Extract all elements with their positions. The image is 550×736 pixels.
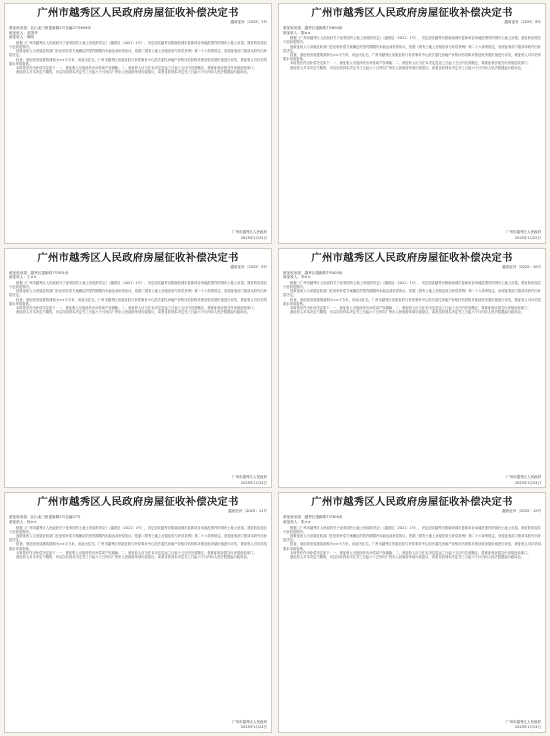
notice-body xyxy=(9,526,267,719)
body-paragraph: 被征收人对本决定不服的，可以自收到本决定书之日起六十日内向广州市人民政府申请行政复议，或者自收到本决定书之日起六个月内向人民法院提起行政诉讼。 xyxy=(290,554,525,559)
body-paragraph: 根据《广州市越秀区人民政府关于征收国有土地上房屋的决定》（越府征〔2021〕1号），决定征收越秀北路南段城市更新项目用地范围内的国有土地上房屋。被征收房屋位于征收范围内。 xyxy=(9,40,267,49)
body-paragraph: 经查，被征收房屋建筑面积为××平方米，用途为住宅。广州市越秀区房屋征收与补偿事务中心依法委托房地产价格评估机构对被征收房屋价值进行评估，被征收人对评估结果未申请复核。 xyxy=(9,542,267,551)
body-paragraph: 本府依法作出补偿决定如下：一、被征收人可选择货币补偿或产权调换；二、被征收人应当在本决定送达之日起十五日内完成搬迁，将被征收房屋交付房屋征收部门。 xyxy=(290,550,531,555)
document-number: 越府征补〔2025〕11号 xyxy=(228,509,267,514)
body-paragraph: 被征收人对本决定不服的，可以自收到本决定书之日起六十日内向广州市人民政府申请行政复议，或者自收到本决定书之日起六个月内向人民法院提起行政诉讼。 xyxy=(16,70,251,75)
notice-header-line: 被征收房屋：北山北门里建新路2号自编27号809房 xyxy=(9,26,91,30)
notice-header-line: 被征收房屋：越秀区建新路7号305房 xyxy=(283,515,343,520)
body-paragraph: 根据《广州市越秀区人民政府关于征收国有土地上房屋的决定》（越府征〔2021〕1号），决定征收越秀北路南段城市更新项目用地范围内的国有土地上房屋。被征收房屋位于征收范围内。 xyxy=(9,525,267,534)
body-paragraph: 本府依法作出补偿决定如下：一、被征收人可选择货币补偿或产权调换；二、被征收人应当在本决定送达之日起十五日内完成搬迁，将被征收房屋交付房屋征收部门。 xyxy=(16,66,257,70)
compensation-notice xyxy=(278,3,546,244)
body-paragraph: 本府依法作出补偿决定如下：一、被征收人可选择货币补偿或产权调换；二、被征收人应当在本决定送达之日起十五日内完成搬迁，将被征收房屋交付房屋征收部门。 xyxy=(16,306,257,311)
body-paragraph: 被征收人对本决定不服的，可以自收到本决定书之日起六十日内向广州市人民政府申请行政复议，或者自收到本决定书之日起六个月内向人民法院提起行政诉讼。 xyxy=(16,554,251,559)
notice-header-line: 被征收人：李×× xyxy=(283,275,311,280)
notice-title: 广州市越秀区人民政府房屋征收补偿决定书 xyxy=(311,251,513,264)
notice-header-line: 被征收人：宋国华 xyxy=(9,30,38,35)
body-paragraph: 本府依法作出补偿决定如下：一、被征收人可选择货币补偿或产权调换；二、被征收人应当在本决定送达之日起十五日内完成搬迁，将被征收房屋交付房屋征收部门。 xyxy=(16,550,257,555)
body-paragraph: 经查，被征收房屋建筑面积为××平方米，用途为住宅。广州市越秀区房屋征收与补偿事务中心依法委托房地产价格评估机构对被征收房屋价值进行评估，被征收人对评估结果未申请复核。 xyxy=(283,53,541,62)
body-paragraph: 因被征收人与房屋征收部门在征收补偿方案确定的签约期限内未能达成补偿协议，依据《国有土地上房屋征收与补偿条例》第二十六条的规定，房屋征收部门报请本府作出补偿决定。 xyxy=(9,49,267,58)
compensation-notice xyxy=(278,492,546,733)
compensation-notice xyxy=(4,248,272,489)
issue-date: 2025年1月22日 xyxy=(240,236,267,241)
signer: 广州市越秀区人民政府 xyxy=(506,475,541,480)
body-paragraph: 因被征收人与房屋征收部门在征收补偿方案确定的签约期限内未能达成补偿协议，依据《国有土地上房屋征收与补偿条例》第二十六条的规定，房屋征收部门报请本府作出补偿决定。 xyxy=(283,289,541,298)
compensation-notice xyxy=(278,248,546,489)
issue-date: 2025年1月24日 xyxy=(514,480,541,485)
body-paragraph: 本府依法作出补偿决定如下：一、被征收人可选择货币补偿或产权调换；二、被征收人应当在本决定送达之日起十五日内完成搬迁，将被征收房屋交付房屋征收部门。 xyxy=(290,306,531,311)
document-number: 越府征补〔2025〕9号 xyxy=(230,264,267,269)
document-number: 越府征补〔2025〕12号 xyxy=(502,509,541,514)
notice-body xyxy=(283,526,541,719)
notice-body xyxy=(283,281,541,474)
notice-title: 广州市越秀区人民政府房屋征收补偿决定书 xyxy=(37,7,239,19)
body-paragraph: 经查，被征收房屋建筑面积为××平方米，用途为住宅。广州市越秀区房屋征收与补偿事务中心依法委托房地产价格评估机构对被征收房屋价值进行评估，被征收人对评估结果未申请复核。 xyxy=(283,542,541,551)
body-paragraph: 因被征收人与房屋征收部门在征收补偿方案确定的签约期限内未能达成补偿协议，依据《国有土地上房屋征收与补偿条例》第二十六条的规定，房屋征收部门报请本府作出补偿决定。 xyxy=(9,533,267,543)
body-paragraph: 经查，被征收房屋建筑面积为××平方米，用途为住宅。广州市越秀区房屋征收与补偿事务中心依法委托房地产价格评估机构对被征收房屋价值进行评估，被征收人对评估结果未申请复核。 xyxy=(9,297,267,306)
signer: 广州市越秀区人民政府 xyxy=(232,475,267,480)
notice-header-line: 被征收房屋：越秀区建新路7号501房 xyxy=(9,270,69,275)
notice-body xyxy=(283,36,541,229)
notice-title: 广州市越秀区人民政府房屋征收补偿决定书 xyxy=(311,496,513,509)
signer: 广州市越秀区人民政府 xyxy=(506,230,541,235)
document-number: 越府征补〔2025〕8号 xyxy=(504,20,541,24)
notice-title: 广州市越秀区人民政府房屋征收补偿决定书 xyxy=(37,496,239,509)
notice-header-line: 被征收房屋：越秀区建新路7号403房 xyxy=(283,270,343,275)
body-paragraph: 经查，被征收房屋建筑面积为××平方米，用途为住宅。广州市越秀区房屋征收与补偿事务中心依法委托房地产价格评估机构对被征收房屋价值进行评估，被征收人对评估结果未申请复核。 xyxy=(283,297,541,306)
body-paragraph: 被征收人对本决定不服的，可以自收到本决定书之日起六十日内向广州市人民政府申请行政复议，或者自收到本决定书之日起六个月内向人民法院提起行政诉讼。 xyxy=(290,310,525,315)
signer: 广州市越秀区人民政府 xyxy=(232,230,267,235)
body-paragraph: 被征收人对本决定不服的，可以自收到本决定书之日起六十日内向广州市人民政府申请行政复议，或者自收到本决定书之日起六个月内向人民法院提起行政诉讼。 xyxy=(290,65,525,70)
notice-body xyxy=(9,281,267,474)
notice-header-line: 被征收人：陈明 xyxy=(9,35,35,40)
issue-date: 2025年1月24日 xyxy=(240,725,267,730)
notice-header-line: 被征收房屋：越秀区建新路7号604房 xyxy=(283,26,343,30)
notice-header-line: 被征收人：陈×× xyxy=(283,30,311,35)
body-paragraph: 根据《广州市越秀区人民政府关于征收国有土地上房屋的决定》（越府征〔2021〕1号），决定征收越秀北路南段城市更新项目用地范围内的国有土地上房屋。被征收房屋位于征收范围内。 xyxy=(283,525,541,534)
body-paragraph: 因被征收人与房屋征收部门在征收补偿方案确定的签约期限内未能达成补偿协议，依据《国有土地上房屋征收与补偿条例》第二十六条的规定，房屋征收部门报请本府作出补偿决定。 xyxy=(9,289,267,298)
compensation-notice xyxy=(4,3,272,244)
compensation-notice xyxy=(4,492,272,733)
signer: 广州市越秀区人民政府 xyxy=(232,719,267,724)
body-paragraph: 根据《广州市越秀区人民政府关于征收国有土地上房屋的决定》（越府征〔2021〕1号），决定征收越秀北路南段城市更新项目用地范围内的国有土地上房屋。被征收房屋位于征收范围内。 xyxy=(283,280,541,290)
document-number: 越府征补〔2025〕10号 xyxy=(502,264,541,269)
notice-header-line: 被征收人：杨×× xyxy=(9,519,37,524)
signer: 广州市越秀区人民政府 xyxy=(506,719,541,724)
body-paragraph: 根据《广州市越秀区人民政府关于征收国有土地上房屋的决定》（越府征〔2021〕1号），决定征收越秀北路南段城市更新项目用地范围内的国有土地上房屋。被征收房屋位于征收范围内。 xyxy=(9,280,267,290)
notice-body xyxy=(9,41,267,230)
notice-header-line: 被征收人：张×× xyxy=(283,519,311,524)
body-paragraph: 根据《广州市越秀区人民政府关于征收国有土地上房屋的决定》（越府征〔2021〕1号），决定征收越秀北路南段城市更新项目用地范围内的国有土地上房屋。被征收房屋位于征收范围内。 xyxy=(283,36,541,45)
issue-date: 2025年1月24日 xyxy=(240,480,267,485)
issue-date: 2025年1月22日 xyxy=(514,236,541,241)
notice-header-line: 被征收房屋：北山北门里建新路2号自编27号 xyxy=(9,515,81,520)
body-paragraph: 本府依法作出补偿决定如下：一、被征收人可选择货币补偿或产权调换；二、被征收人应当在本决定送达之日起十五日内完成搬迁，将被征收房屋交付房屋征收部门。 xyxy=(290,61,531,66)
notice-title: 广州市越秀区人民政府房屋征收补偿决定书 xyxy=(311,7,513,19)
notice-title: 广州市越秀区人民政府房屋征收补偿决定书 xyxy=(37,251,239,264)
body-paragraph: 经查，被征收房屋建筑面积为××平方米，用途为住宅。广州市越秀区房屋征收与补偿事务中心依法委托房地产价格评估机构对被征收房屋价值进行评估，被征收人对评估结果未申请复核。 xyxy=(9,57,267,66)
notice-header-line: 被征收人：王×× xyxy=(9,275,37,280)
document-number: 越府征补〔2025〕7号 xyxy=(230,20,267,24)
issue-date: 2025年1月24日 xyxy=(514,725,541,730)
body-paragraph: 因被征收人与房屋征收部门在征收补偿方案确定的签约期限内未能达成补偿协议，依据《国有土地上房屋征收与补偿条例》第二十六条的规定，房屋征收部门报请本府作出补偿决定。 xyxy=(283,533,541,543)
body-paragraph: 因被征收人与房屋征收部门在征收补偿方案确定的签约期限内未能达成补偿协议，依据《国有土地上房屋征收与补偿条例》第二十六条的规定，房屋征收部门报请本府作出补偿决定。 xyxy=(283,44,541,53)
body-paragraph: 被征收人对本决定不服的，可以自收到本决定书之日起六十日内向广州市人民政府申请行政复议，或者自收到本决定书之日起六个月内向人民法院提起行政诉讼。 xyxy=(16,310,251,315)
